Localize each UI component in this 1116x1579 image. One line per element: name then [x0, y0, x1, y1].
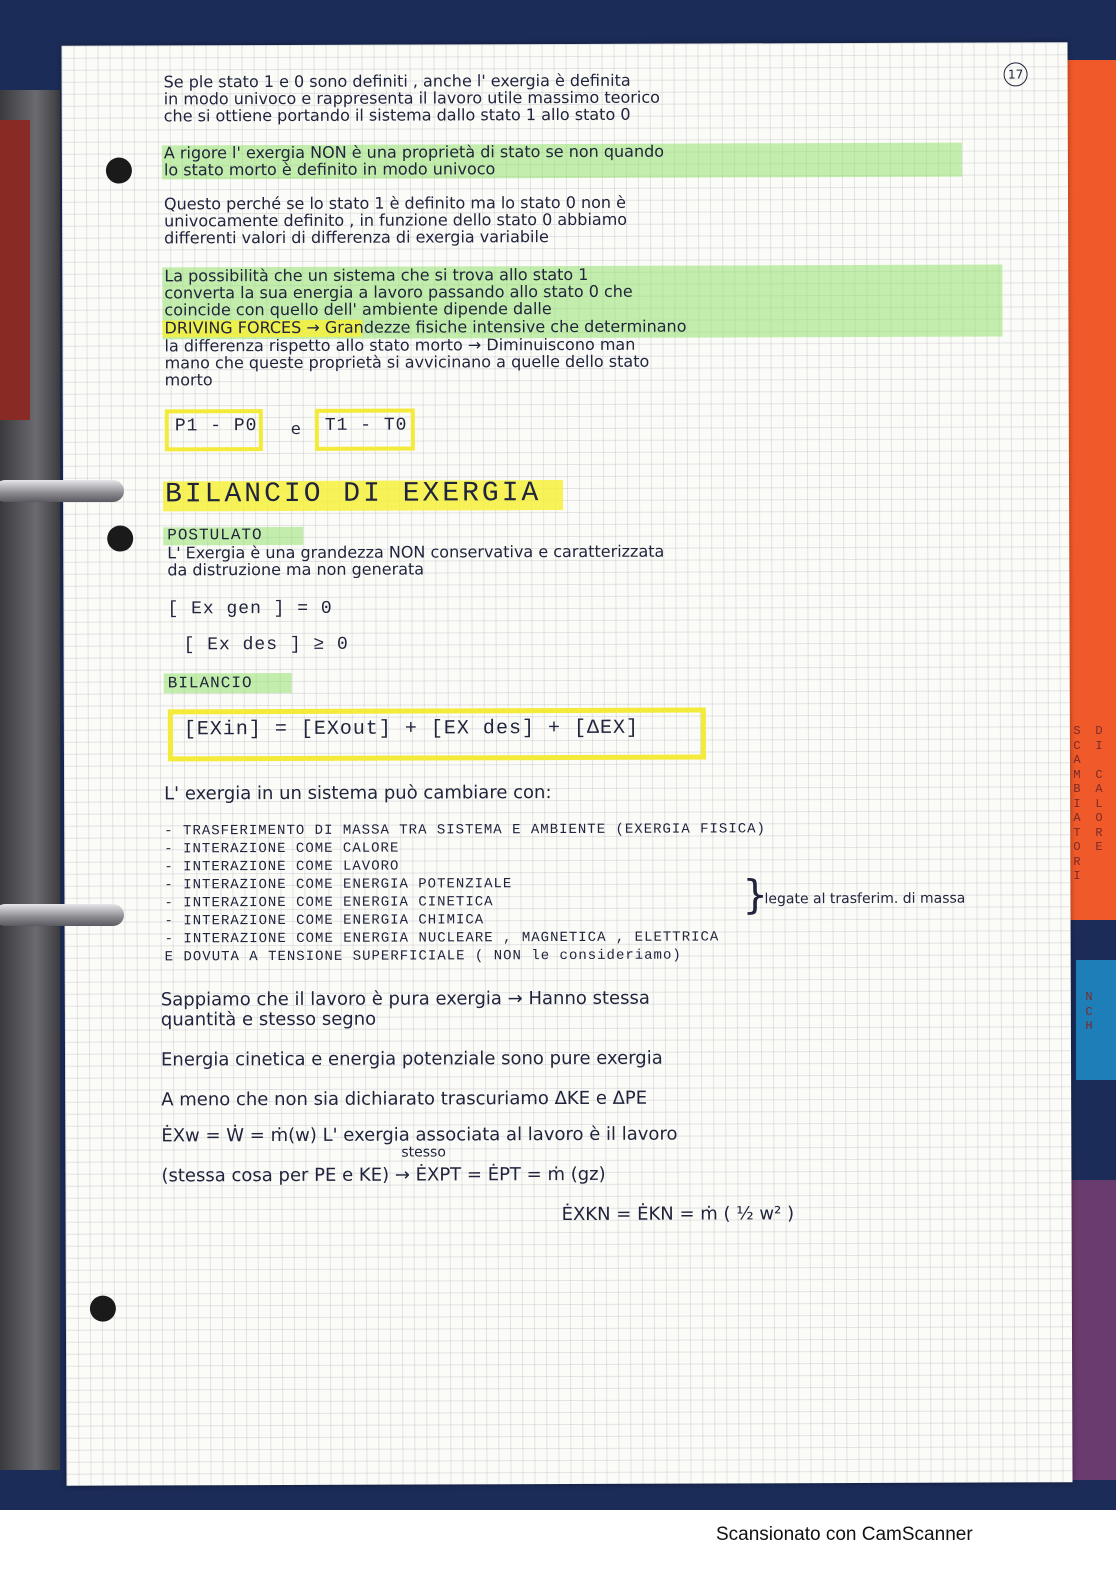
- curly-brace: }: [742, 872, 768, 919]
- postulato-line-2: da distruzione ma non generata: [167, 559, 425, 580]
- intro-line-1: Se ple stato 1 e 0 sono definiti , anche l' exergia è definita: [163, 70, 631, 92]
- postulato-line-1: L' Exergia è una grandezza NON conservativa e caratterizzata: [167, 541, 665, 563]
- closing-line-3: Energia cinetica e energia potenziale sono pure exergia: [160, 1047, 663, 1071]
- closing-line-7: (stessa cosa per PE e KE) → ĖXPT = ĖPT = ṁ (gz): [161, 1163, 606, 1187]
- exchange-item: - INTERAZIONE COME CALORE: [164, 840, 400, 858]
- intro-line-2: in modo univoco e rappresenta il lavoro utile massimo teorico: [163, 87, 660, 109]
- closing-line-8: ĖXKN = ĖKN = ṁ ( ½ w² ): [561, 1203, 795, 1226]
- intro-line-3: che si ottiene portando il sistema dallo stato 1 allo stato 0: [163, 104, 631, 126]
- tab-label-scambiatori: S C A M B I A T O R I: [1073, 724, 1081, 883]
- note3-line-5: la differenza rispetto allo stato morto → Diminuiscono man: [164, 334, 636, 356]
- red-folder-edge: [0, 120, 30, 420]
- exchange-item: - INTERAZIONE COME LAVORO: [164, 858, 400, 876]
- note3-line-6: mano che queste proprietà si avvicinano a quelle dello stato: [164, 351, 650, 373]
- note2-line-1: Questo perché se lo stato 1 è definito ma lo stato 0 non è: [164, 192, 627, 214]
- note2-line-2: univocamente definito , in funzione dello stato 0 abbiamo: [164, 209, 628, 231]
- note2-line-3: differenti valori di differenza di exergia variabile: [164, 227, 549, 248]
- page-number: 17: [1004, 62, 1028, 86]
- exchange-item: - INTERAZIONE COME ENERGIA NUCLEARE , MAGNETICA , ELETTRICA: [164, 929, 720, 948]
- purple-divider-tab: [1070, 1180, 1116, 1480]
- section-title: BILANCIO DI EXERGIA: [165, 478, 542, 511]
- bilancio-heading: BILANCIO: [167, 674, 253, 693]
- closing-line-4: A meno che non sia dichiarato trascuriamo ΔKE e ΔPE: [161, 1087, 648, 1111]
- notebook-page: [61, 42, 1072, 1486]
- note3-line-4: DRIVING FORCES → Grandezze fisiche intensive che determinano: [164, 316, 687, 338]
- note3-line-2: converta la sua energia a lavoro passando allo stato 0 che: [164, 281, 633, 303]
- note3-line-3: coincide con quello dell' ambiente dipende dalle: [164, 299, 552, 320]
- exchange-item: E DOVUTA A TENSIONE SUPERFICIALE ( NON le consideriamo): [164, 947, 682, 966]
- binder-ring: [0, 480, 124, 502]
- bilancio-equation: [EXin] = [EXout] + [EX des] + [ΔEX]: [183, 716, 639, 742]
- note1-line-2: lo stato morto è definito in modo univoco: [163, 159, 496, 180]
- scanner-footer: Scansionato con CamScanner: [716, 1524, 973, 1545]
- punch-hole: [106, 158, 132, 184]
- exchange-item: - INTERAZIONE COME ENERGIA CHIMICA: [164, 912, 485, 930]
- closing-line-5: ĖXw = Ẇ = ṁ(w) L' exergia associata al lavoro è il lavoro: [161, 1123, 678, 1147]
- note1-line-1: A rigore l' exergia NON è una proprietà di stato se non quando: [163, 141, 665, 163]
- closing-line-1: Sappiamo che il lavoro è pura exergia → Hanno stessa: [160, 987, 650, 1011]
- punch-hole: [107, 526, 133, 552]
- force-temperature: T1 - T0: [324, 415, 408, 436]
- binder-ring: [0, 904, 124, 926]
- closing-line-6: stesso: [401, 1144, 446, 1161]
- exchange-intro: L' exergia in un sistema può cambiare con:: [164, 782, 552, 805]
- postulato-heading: POSTULATO: [167, 526, 263, 545]
- note3-line-1: La possibilità che un sistema che si trova allo stato 1: [164, 264, 589, 286]
- note3-line-7: morto: [164, 370, 213, 390]
- force-pressure: P1 - P0: [174, 416, 258, 437]
- exchange-item: - TRASFERIMENTO DI MASSA TRA SISTEMA E AMBIENTE (EXERGIA FISICA): [164, 821, 766, 840]
- exchange-item: - INTERAZIONE COME ENERGIA CINETICA: [164, 894, 494, 912]
- exchange-item: - INTERAZIONE COME ENERGIA POTENZIALE: [164, 876, 513, 894]
- force-and: e: [290, 418, 301, 438]
- punch-hole: [90, 1296, 116, 1322]
- closing-line-2: quantità e stesso segno: [160, 1008, 377, 1031]
- postulato-eq-des: [ Ex des ] ≥ 0: [183, 634, 349, 656]
- brace-note: legate al trasferim. di massa: [764, 890, 966, 908]
- postulato-eq-gen: [ Ex gen ] = 0: [167, 598, 333, 620]
- tab-label-di-calore: D I C A L O R E: [1095, 724, 1103, 854]
- tab-label-blue: N C H: [1085, 990, 1093, 1033]
